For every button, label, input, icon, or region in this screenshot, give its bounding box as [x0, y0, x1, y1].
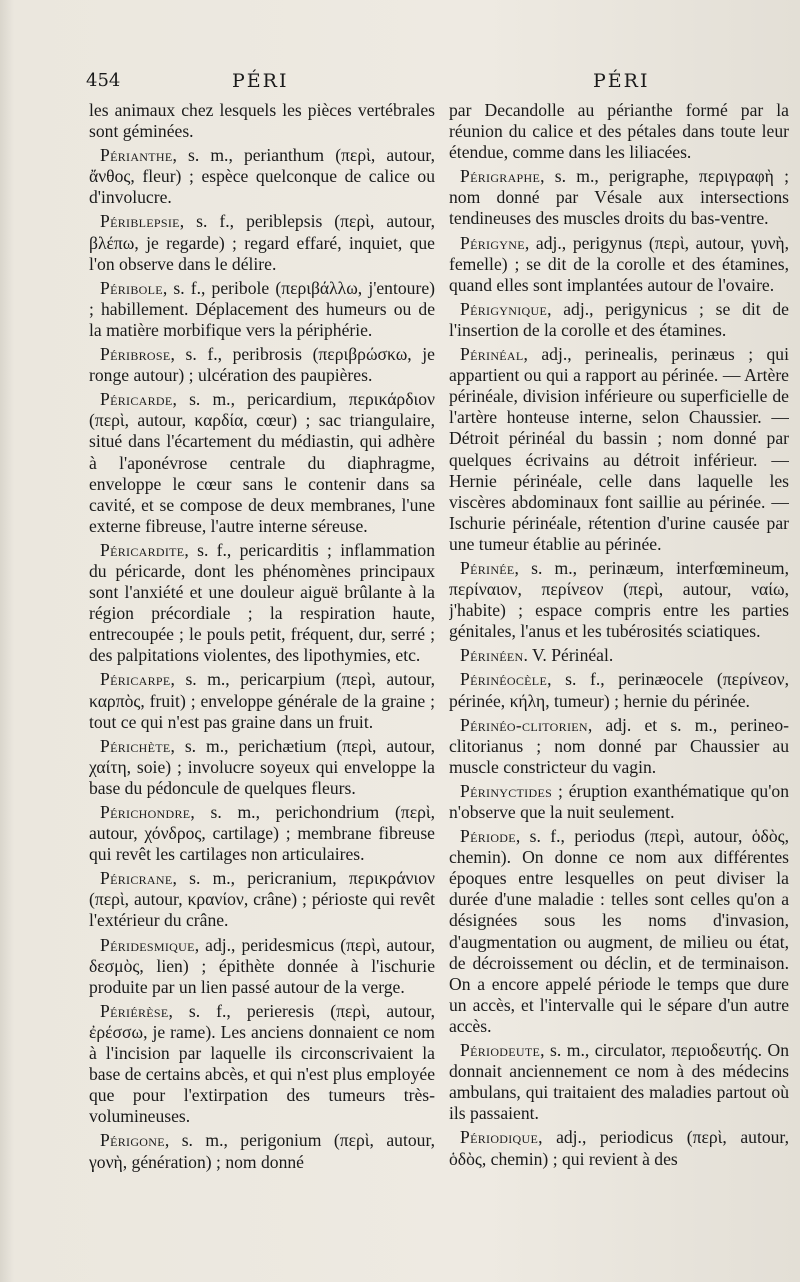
- dictionary-entry: [89, 802, 435, 865]
- dictionary-entry: [449, 669, 789, 711]
- entry-text: , adj., perigynus (περὶ, autour, γυνὴ, femelle) ; se dit de la corolle et des étamines, quand elles sont implantées autour de l'ovaire.: [449, 232, 789, 295]
- entry-headword: Périnéen: [460, 645, 524, 666]
- entry-headword: Péricarde: [100, 389, 173, 410]
- dictionary-entry: [89, 389, 435, 537]
- dictionary-entry: [449, 233, 789, 296]
- entry-text: , s. f., pericarditis ; inflammation du péricarde, dont les phénomènes principaux sont l'anxiété et une douleur aiguë brûlante à la région précordiale ; la respiration haute, entrecoupée ; le pouls petit, fréquent, dur, serré ; des palpitations violentes, des lipothymies, etc.: [89, 539, 435, 666]
- entry-headword: Péricrane: [100, 868, 173, 889]
- dictionary-entry: [449, 1127, 789, 1169]
- entry-text: , s. f., perieresis (περὶ, autour, ἐρέσσω, je rame). Les anciens donnaient ce nom à l'incision par laquelle ils circonscrivaient la base de certains abcès, et qui n'est plus employée que pour l'extirpation des tumeurs très-volumineuses.: [89, 1000, 435, 1127]
- entry-text: , s. m., perichondrium (περὶ, autour, χόνδρος, cartilage) ; membrane fibreuse qui revêt les cartilages non articulaires.: [89, 802, 435, 865]
- entry-headword: Périérèse: [100, 1000, 169, 1021]
- dictionary-entry: [89, 100, 435, 142]
- dictionary-entry: [89, 935, 435, 998]
- entry-headword: Péribole: [100, 277, 163, 298]
- entry-headword: Péricardite: [100, 539, 185, 560]
- dictionary-entry: [449, 1040, 789, 1124]
- entry-text: , s. m., perigonium (περὶ, autour, γονὴ, génération) ; nom donné: [89, 1130, 435, 1172]
- dictionary-entry: [449, 645, 789, 666]
- entry-text: , s. f., peribole (περιβάλλω, j'entoure) ; habillement. Déplacement des humeurs ou de la matière morbifique vers la périphérie.: [89, 277, 435, 340]
- entry-text: les animaux chez lesquels les pièces vertébrales sont géminées.: [89, 100, 435, 142]
- dictionary-entry: [89, 540, 435, 667]
- dictionary-entry: [449, 558, 789, 642]
- dictionary-entry: [449, 100, 789, 163]
- entry-headword: Péridesmique: [100, 934, 195, 955]
- entry-headword: Périodique: [460, 1127, 539, 1148]
- entry-headword: Périnyctides: [460, 780, 553, 801]
- dictionary-entry: [89, 1130, 435, 1172]
- dictionary-entry: [89, 1001, 435, 1128]
- dictionary-entry: [89, 344, 435, 386]
- entry-text: , adj., periodicus (περὶ, autour, ὁδὸς, chemin) ; qui revient à des: [449, 1127, 789, 1169]
- entry-text: par Decandolle au périanthe formé par la réunion du calice et des pétales dans toute leur étendue, comme dans les liliacées.: [449, 100, 789, 163]
- entry-headword: Périblepsie: [100, 211, 180, 232]
- entry-text: , s. m., perigraphe, περιγραφὴ ; nom donné par Vésale aux intersections tendineuses des muscles droits du bas-ventre.: [449, 166, 789, 229]
- entry-text: , s. m., perichætium (περὶ, autour, χαίτη, soie) ; involucre soyeux qui enveloppe la base du pédoncule de quelques fleurs.: [89, 735, 435, 798]
- entry-text: . V. Périnéal.: [523, 645, 614, 666]
- entry-headword: Périgyne: [460, 232, 525, 253]
- dictionary-entry: [449, 166, 789, 229]
- entry-text: ; éruption exanthématique qu'on n'observe que la nuit seulement.: [449, 780, 789, 822]
- left-column: [89, 100, 435, 1252]
- entry-headword: Périnéocèle: [460, 669, 548, 690]
- entry-text: , s. f., periblepsis (περὶ, autour, βλέπω, je regarde) ; regard effaré, inquiet, que l'on observe dans le délire.: [89, 211, 435, 274]
- dictionary-entry: [89, 211, 435, 274]
- entry-text: , adj., perigynicus ; se dit de l'insertion de la corolle et des étamines.: [449, 298, 789, 340]
- running-head: [86, 70, 770, 94]
- entry-headword: Péricarpe: [100, 669, 171, 690]
- dictionary-entry: [449, 715, 789, 778]
- entry-headword: Périnéal: [460, 344, 524, 365]
- right-column: [449, 100, 789, 1252]
- entry-text: , s. m., pericranium, περικράνιον (περὶ, autour, κρανίον, crâne) ; périoste qui revêt l'extérieur du crâne.: [89, 868, 435, 931]
- entry-text: , s. m., circulator, περιοδευτής. On donnait anciennement ce nom à des médecins ambulans, qui traitaient des maladies partout où ils passaient.: [449, 1040, 789, 1124]
- entry-text: , s. f., periodus (περὶ, autour, ὁδὸς, chemin). On donne ce nom aux différentes époques entre lesquelles on peut diviser la durée d'une maladie : telles sont celles qu'on a désignées sous les noms d'invasion, d'augmentation ou augment, de milieu ou état, de décroissement ou déclin, et de terminaison. On a encore appelé période le temps que dure un accès, et l'intervalle qui le sépare d'un autre accès.: [449, 826, 789, 1036]
- dictionary-entry: [89, 736, 435, 799]
- page-number: 454: [86, 70, 121, 91]
- entry-headword: Périodeute: [460, 1040, 541, 1061]
- running-title-left: PÉRI: [232, 70, 289, 92]
- entry-headword: Périgone: [100, 1130, 165, 1151]
- entry-headword: Péribrose: [100, 344, 171, 365]
- dictionary-entry: [449, 826, 789, 1037]
- dictionary-entry: [449, 781, 789, 823]
- entry-headword: Périchète: [100, 735, 171, 756]
- entry-headword: Périgraphe: [460, 166, 541, 187]
- entry-text: , adj., perinealis, perinæus ; qui appartient ou qui a rapport au périnée. — Artère périnéale, division inférieure ou superficielle de l'artère honteuse interne, selon Chaussier. — Détroit périnéal du bassin ; nom donné par quelques écrivains au détroit inférieur. — Hernie périnéale, celle dans laquelle les viscères abdominaux font saillie au périnée. — Ischurie périnéale, rétention d'urine causée par une tumeur établie au périnée.: [449, 344, 789, 554]
- entry-headword: Périnéo-clitorien: [460, 714, 588, 735]
- entry-headword: Périchondre: [100, 802, 191, 822]
- entry-text: , s. m., perianthum (περὶ, autour, ἄνθος, fleur) ; espèce quelconque de calice ou d'involucre.: [89, 145, 435, 208]
- entry-headword: Période: [460, 826, 516, 847]
- entry-text: , s. m., pericarpium (περὶ, autour, καρπὸς, fruit) ; enveloppe générale de la graine ; tout ce qui n'est pas graine dans un fruit.: [89, 669, 435, 732]
- dictionary-entry: [89, 145, 435, 208]
- dictionary-entry: [449, 299, 789, 341]
- dictionary-entry: [89, 868, 435, 931]
- dictionary-entry: [89, 669, 435, 732]
- dictionary-entry: [449, 344, 789, 555]
- running-title-right: PÉRI: [593, 70, 650, 92]
- entry-text: , s. f., peribrosis (περιβρώσκω, je ronge autour) ; ulcération des paupières.: [89, 344, 435, 386]
- entry-headword: Périanthe: [100, 145, 173, 166]
- entry-headword: Périnée: [460, 557, 515, 578]
- entry-text: , adj., peridesmicus (περὶ, autour, δεσμὸς, lien) ; épithète donnée à l'ischurie produite par un lien passé autour de la verge.: [89, 934, 435, 997]
- entry-text: , adj. et s. m., perineo-clitorianus ; nom donné par Chaussier au muscle constricteur du vagin.: [449, 714, 789, 777]
- dictionary-entry: [89, 278, 435, 341]
- entry-text: , s. m., pericardium, περικάρδιον (περὶ, autour, καρδία, cœur) ; sac triangulaire, situé dans l'écartement du médiastin, qui adhère à l'aponévrose centrale du diaphragme, enveloppe le cœur sans le contenir dans sa cavité, et se compose de deux membranes, l'une externe fibreuse, l'autre interne séreuse.: [89, 389, 435, 536]
- entry-text: , s. f., perinæocele (περίνεον, périnée, κήλη, tumeur) ; hernie du périnée.: [449, 669, 789, 711]
- entry-headword: Périgynique: [460, 298, 548, 319]
- entry-text: , s. m., perinæum, interfœmineum, περίναιον, περίνεον (περὶ, autour, ναίω, j'habite) ; espace compris entre les parties génitales, l'anus et les tubérosités sciatiques.: [449, 557, 789, 642]
